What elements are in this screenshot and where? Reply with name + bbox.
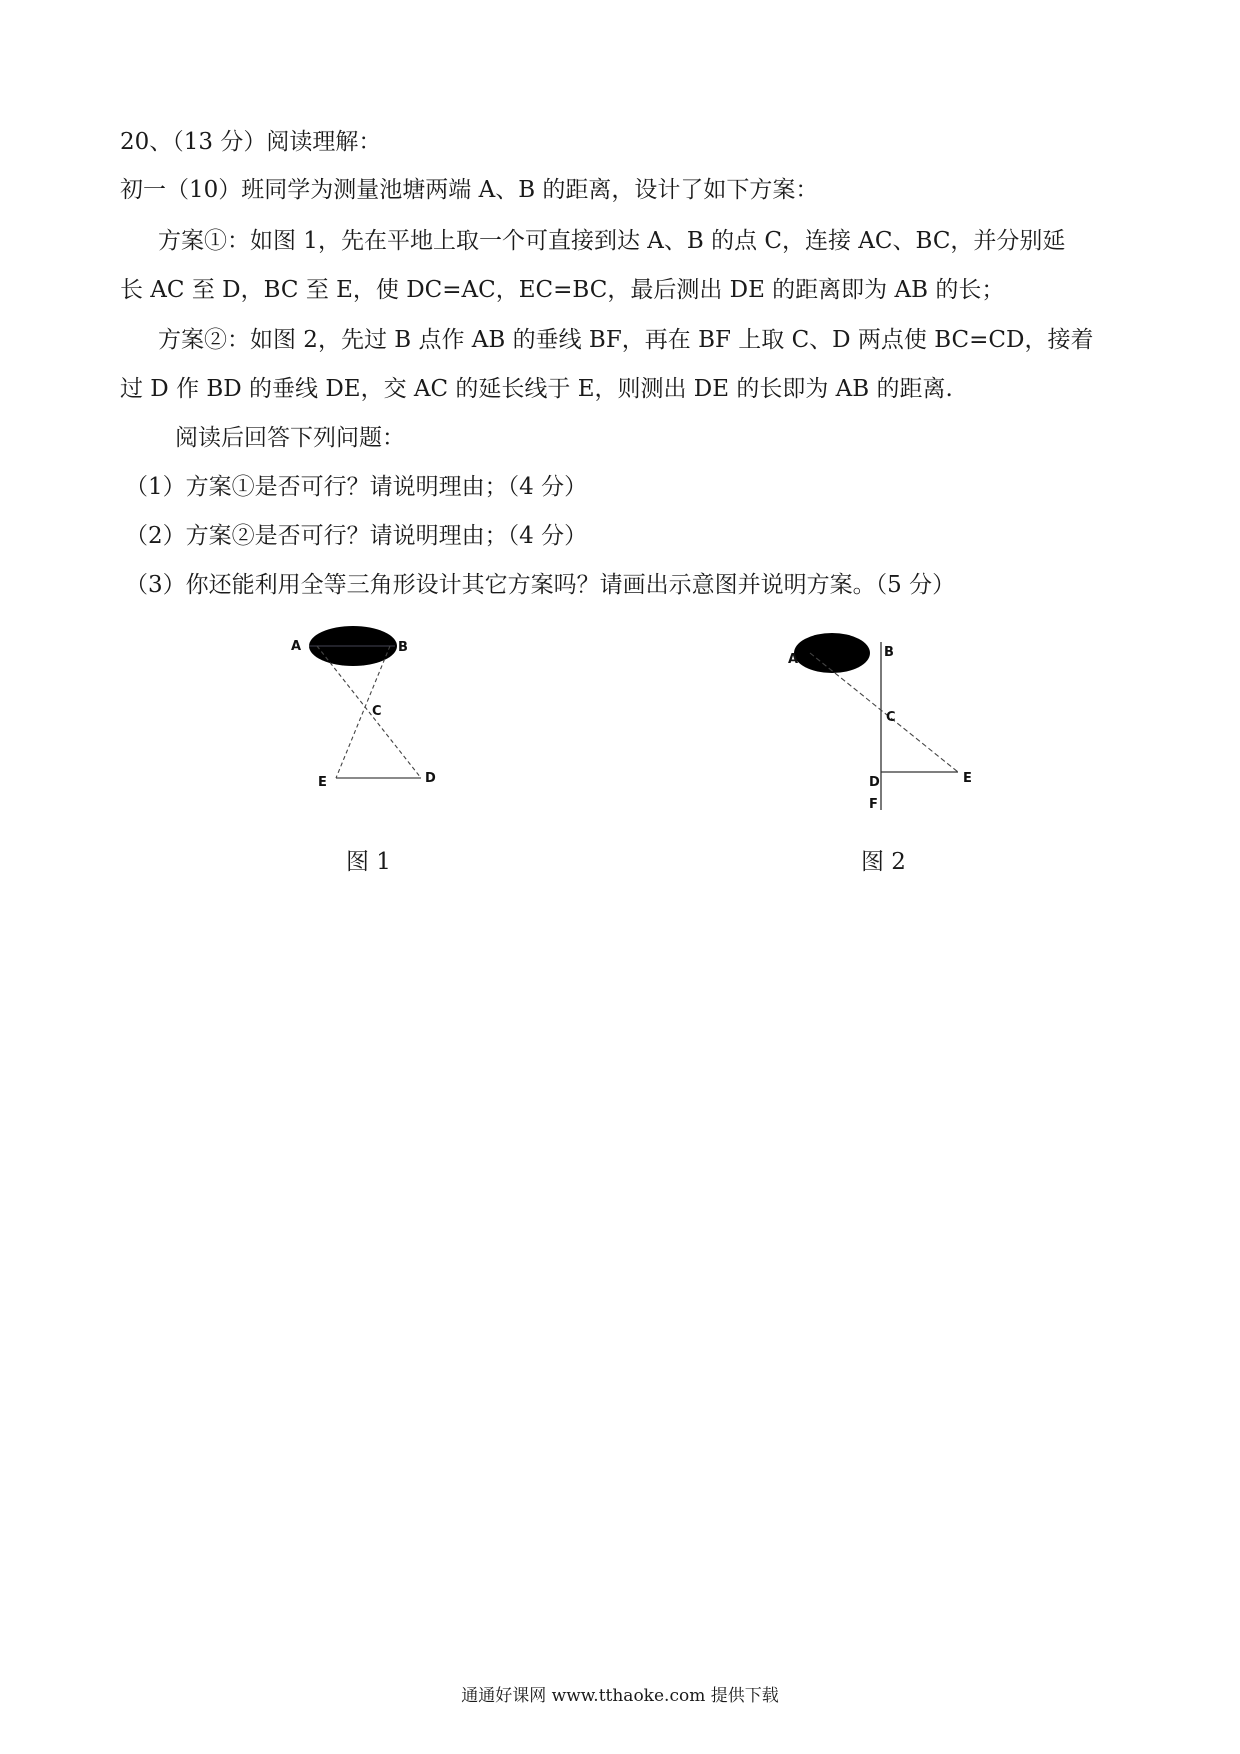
label-d: D (869, 775, 880, 790)
segment-ad (317, 646, 421, 778)
label-d: D (425, 771, 436, 786)
plan2-text-line1: 方案②：如图 2，先过 B 点作 AB 的垂线 BF，再在 BF 上取 C、D 两点使 BC=CD，接着 (158, 327, 1094, 353)
segment-ae (810, 653, 958, 772)
figure-1-caption: 图 1 (346, 849, 391, 875)
label-c: C (886, 710, 896, 725)
answer-prompt: 阅读后回答下列问题： (175, 425, 405, 451)
figure-2 (780, 620, 980, 820)
label-e: E (963, 771, 972, 786)
label-a: A (788, 652, 799, 667)
figure-1 (280, 615, 460, 795)
problem-intro: 初一（10）班同学为测量池塘两端 A、B 的距离，设计了如下方案： (120, 177, 819, 203)
label-e: E (318, 775, 327, 790)
question-3: （3）你还能利用全等三角形设计其它方案吗？请画出示意图并说明方案。（5 分） (125, 572, 956, 598)
problem-heading: 20、（13 分）阅读理解： (120, 129, 382, 155)
question-1: （1）方案①是否可行？请说明理由；（4 分） (125, 474, 588, 500)
label-f: F (869, 797, 878, 812)
label-b: B (398, 640, 408, 655)
segment-be (336, 646, 390, 778)
plan1-text-line2: 长 AC 至 D，BC 至 E，使 DC=AC，EC=BC，最后测出 DE 的距离即为 AB 的长； (120, 277, 1005, 303)
plan2-text-line2: 过 D 作 BD 的垂线 DE，交 AC 的延长线于 E，则测出 DE 的长即为 AB 的距离. (120, 376, 953, 402)
plan1-text-line1: 方案①：如图 1，先在平地上取一个可直接到达 A、B 的点 C，连接 AC、BC，并分别延 (158, 228, 1066, 254)
pond-ellipse (794, 633, 870, 673)
question-2: （2）方案②是否可行？请说明理由；（4 分） (125, 523, 588, 549)
figure-2-caption: 图 2 (861, 849, 906, 875)
label-b: B (884, 645, 894, 660)
label-a: A (291, 639, 302, 654)
label-c: C (372, 704, 382, 719)
footer-source: 通通好课网 www.tthaoke.com 提供下载 (461, 1686, 779, 1706)
